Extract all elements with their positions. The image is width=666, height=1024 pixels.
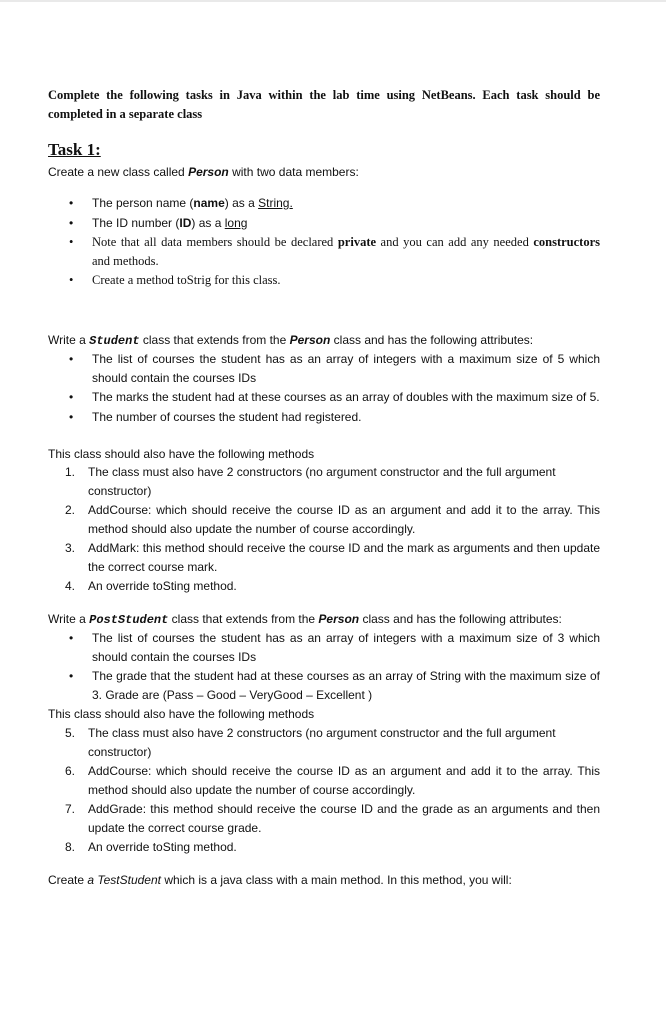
text: An override toSting method. — [88, 840, 237, 854]
list-item — [48, 271, 600, 290]
list-item — [48, 408, 600, 427]
bullet-icon: • — [69, 196, 74, 210]
list-item — [48, 577, 600, 596]
person-member-list — [48, 194, 600, 290]
poststudent-class-name: PostStudent — [89, 613, 169, 627]
text: The grade that the student had at these courses as an array of String with the maximum size of 3. Grade are (Pass – Good – VeryGood – Excellent ) — [92, 669, 600, 702]
bullet-icon: • — [69, 631, 74, 645]
bullet-icon: • — [69, 409, 74, 424]
text: The person name ( — [92, 196, 194, 210]
type-long: long — [224, 215, 248, 230]
item-number: 4. — [65, 579, 76, 593]
bullet-icon: • — [69, 390, 74, 404]
text: The list of courses the student has as an array of integers with a maximum size of 3 which should contain the courses IDs — [92, 631, 600, 664]
parent-class-name: Person — [289, 333, 331, 347]
text: Note that all data members should be declared — [92, 235, 338, 249]
person-intro — [48, 163, 359, 181]
poststudent-method-list — [48, 724, 600, 857]
text: Write a — [48, 612, 90, 626]
list-item — [48, 388, 600, 407]
type-string: String. — [258, 196, 293, 210]
text: The number of courses the student had registered. — [92, 409, 362, 424]
student-attribute-list — [48, 350, 600, 426]
list-item — [48, 838, 600, 857]
teststudent-class-name: TestStudent — [94, 873, 161, 887]
list-item — [48, 214, 600, 233]
keyword-constructors: constructors — [533, 235, 600, 249]
text: The class must also have 2 constructors (no argument constructor and the full argument constructor) — [88, 726, 556, 759]
bullet-icon: • — [69, 669, 74, 683]
list-item — [48, 501, 600, 538]
text: class and has the following attributes: — [330, 333, 534, 347]
text: class and has the following attributes: — [359, 612, 562, 626]
item-number: 3. — [65, 541, 76, 555]
text: Create a method toStrig for this class. — [92, 273, 281, 287]
field-name: name — [193, 196, 225, 210]
text: AddCourse: which should receive the course ID as an argument and add it to the array. This method should also update the number of course accordingly. — [88, 764, 600, 797]
parent-class-name: Person — [318, 612, 360, 626]
poststudent-attribute-list — [48, 629, 600, 704]
list-item — [48, 724, 600, 761]
list-item — [48, 233, 600, 270]
student-intro — [48, 331, 533, 350]
item-number: 5. — [65, 726, 76, 740]
list-item — [48, 350, 600, 387]
student-method-list — [48, 463, 600, 596]
text: which is a java class with a main method. In this method, you will: — [160, 873, 512, 887]
item-number: 2. — [65, 503, 76, 517]
text: a — [87, 873, 95, 887]
text: and methods. — [92, 253, 159, 268]
bullet-icon: • — [69, 235, 74, 249]
task1-heading: Task 1: — [48, 140, 101, 159]
text: The class must also have 2 constructors (no argument constructor and the full argument constructor) — [88, 465, 556, 498]
text: The ID number ( — [92, 215, 180, 230]
bullet-icon: • — [69, 273, 74, 287]
person-intro-text: Create a new class called — [48, 165, 189, 179]
list-item — [48, 463, 600, 500]
intro-paragraph: Complete the following tasks in Java within the lab time using NetBeans. Each task should be completed in a separate class — [48, 88, 600, 121]
text: AddCourse: which should receive the course ID as an argument and add it to the array. This method should also update the number of course accordingly. — [88, 503, 600, 536]
list-item — [48, 762, 600, 799]
text: ) as a — [191, 215, 225, 230]
text: Create — [48, 873, 88, 887]
text: AddGrade: this method should receive the course ID and the grade as an arguments and then update the correct course grade. — [88, 802, 600, 835]
text: The marks the student had at these courses as an array of doubles with the maximum size of 5. — [92, 390, 600, 404]
item-number: 8. — [65, 840, 76, 854]
list-item — [48, 800, 600, 837]
list-item — [48, 629, 600, 666]
bullet-icon: • — [69, 352, 74, 366]
list-item — [48, 194, 600, 213]
poststudent-methods-heading: This class should also have the following methods — [48, 707, 315, 721]
person-class-name: Person — [188, 165, 229, 179]
item-number: 1. — [65, 465, 76, 479]
keyword-private: private — [337, 235, 377, 249]
text: and you can add any needed — [376, 235, 534, 249]
list-item — [48, 539, 600, 576]
page-top-border — [0, 0, 666, 2]
text: AddMark: this method should receive the course ID and the mark as arguments and then update the correct course mark. — [88, 541, 600, 574]
item-number: 7. — [65, 802, 76, 816]
text: class that extends from the — [168, 612, 319, 626]
poststudent-intro — [48, 610, 562, 629]
list-item — [48, 667, 600, 704]
item-number: 6. — [65, 764, 76, 778]
student-class-name: Student — [89, 334, 140, 348]
person-intro-tail: with two data members: — [228, 165, 359, 179]
bullet-icon: • — [69, 215, 74, 230]
text: ) as a — [224, 196, 259, 210]
text: class that extends from the — [139, 333, 290, 347]
text: Write a — [48, 333, 90, 347]
field-id: ID — [179, 215, 192, 230]
test-intro — [48, 871, 512, 889]
student-methods-heading: This class should also have the following methods — [48, 447, 315, 461]
text: An override toSting method. — [88, 579, 237, 593]
text: The list of courses the student has as an array of integers with a maximum size of 5 which should contain the courses IDs — [92, 352, 600, 385]
